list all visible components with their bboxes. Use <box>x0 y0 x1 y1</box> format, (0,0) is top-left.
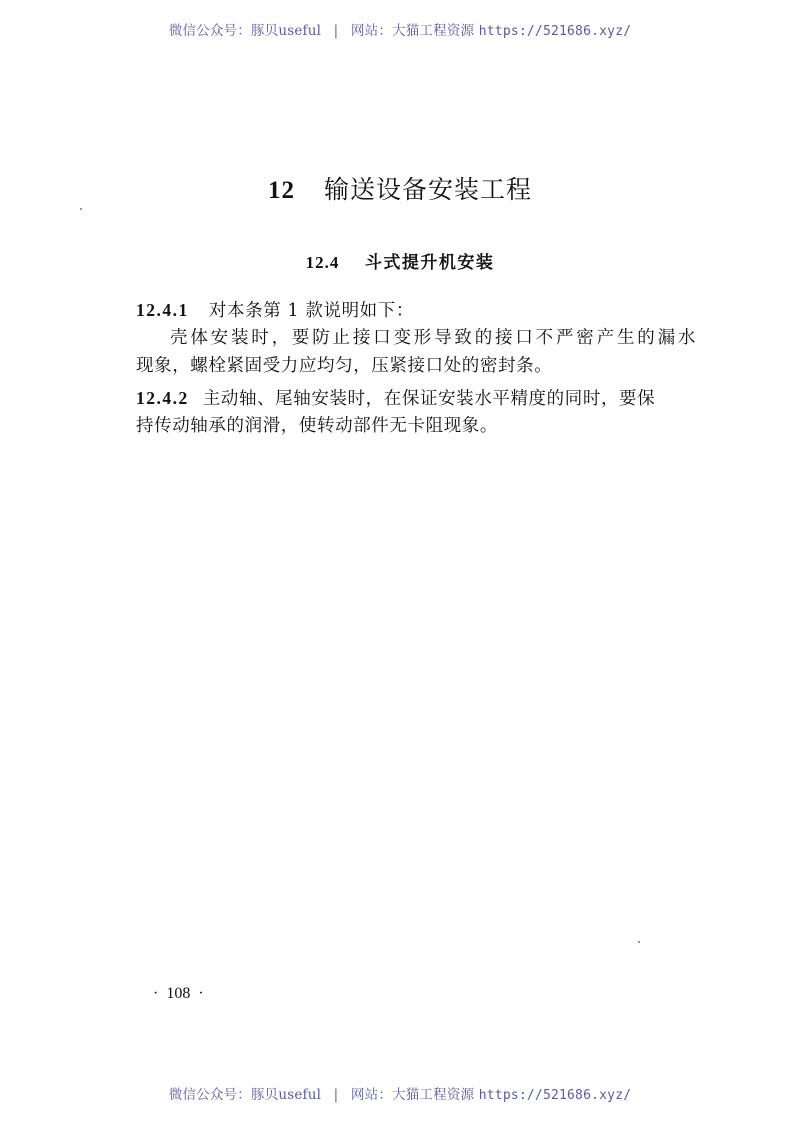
watermark-url[interactable]: https://521686.xyz/ <box>478 24 632 39</box>
scan-speck <box>638 941 640 943</box>
paragraph-line: 现象，螺栓紧固受力应均匀，压紧接口处的密封条。 <box>136 356 553 376</box>
paragraph-line: 壳体安装时，要防止接口变形导致的接口不严密产生的漏水 <box>170 328 696 348</box>
clause-12-4-2-line-2 <box>136 413 696 441</box>
watermark-url[interactable]: https://521686.xyz/ <box>478 1088 632 1103</box>
chapter-heading <box>0 170 800 206</box>
section-heading <box>0 248 800 273</box>
clause-number: 12.4.1 <box>136 300 189 320</box>
watermark-site: 网站：大猫工程资源 <box>350 1087 475 1103</box>
watermark-separator: | <box>333 1087 339 1103</box>
page-bullet-left: · <box>153 985 159 1002</box>
watermark-site: 网站：大猫工程资源 <box>350 23 475 39</box>
paragraph-line: 主动轴、尾轴安装时，在保证安装水平精度的同时，要保 <box>202 389 656 409</box>
page-bullet-right: · <box>198 985 204 1002</box>
watermark-footer <box>0 1083 800 1103</box>
watermark-separator: | <box>333 23 339 39</box>
section-number: 12.4 <box>305 253 340 272</box>
chapter-title: 输送设备安装工程 <box>323 175 532 204</box>
clause-12-4-2-line-1 <box>136 385 696 414</box>
paragraph-line: 持传动轴承的润滑，使转动部件无卡阻现象。 <box>136 416 498 436</box>
scan-speck <box>80 208 82 210</box>
watermark-header <box>0 19 800 39</box>
section-title: 斗式提升机安装 <box>364 253 495 273</box>
page-number <box>145 985 212 1003</box>
clause-number: 12.4.2 <box>136 388 189 408</box>
chapter-number: 12 <box>268 177 296 204</box>
watermark-wechat: 微信公众号：豚贝useful <box>168 23 322 39</box>
clause-12-4-1-line-1 <box>136 325 696 353</box>
clause-heading-text: 对本条第 1 款说明如下： <box>208 301 414 321</box>
clause-12-4-1-line-2 <box>136 353 696 381</box>
clause-12-4-1-heading <box>136 297 696 326</box>
page-number-value: 108 <box>166 985 191 1002</box>
watermark-wechat: 微信公众号：豚贝useful <box>168 1087 322 1103</box>
